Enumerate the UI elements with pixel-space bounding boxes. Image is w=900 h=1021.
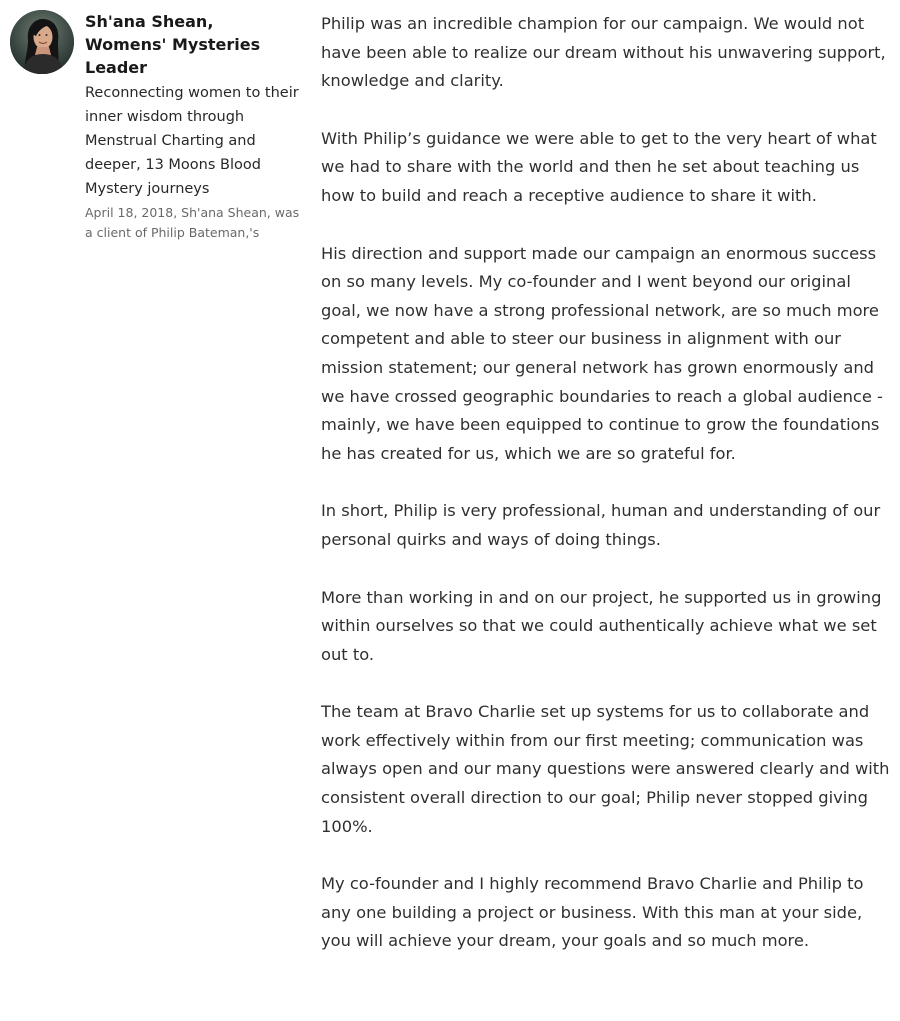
recommendation-paragraph: With Philip’s guidance we were able to get to the very heart of what we had to share with the world and then he set about teaching us how to build and reach a receptive audience to share it with. xyxy=(321,128,877,205)
recommender-name[interactable]: Sh'ana Shean, Womens' Mysteries Leader xyxy=(85,12,261,77)
recommendation-text xyxy=(321,10,891,956)
avatar[interactable] xyxy=(10,10,74,74)
recommendation-paragraph: In short, Philip is very professional, human and understanding of our personal quirks and ways of doing things. xyxy=(321,501,881,549)
profile-photo-icon xyxy=(10,10,74,74)
recommendation-date-relationship: April 18, 2018, Sh'ana Shean, was a client of Philip Bateman,'s xyxy=(85,205,300,240)
recommender-headline: Reconnecting women to their inner wisdom through Menstrual Charting and deeper, 13 Moons Blood Mystery journeys xyxy=(85,85,299,197)
recommendation-paragraph: His direction and support made our campaign an enormous success on so many levels. My co-founder and I went beyond our original goal, we now have a strong professional network, are so much more competent and able to steer our business in alignment with our mission statement; our general network has grown enormously and we have crossed geographic boundaries to reach a global audience - mainly, we have been equipped to continue to grow the foundations he has created for us, which we are so grateful for. xyxy=(321,243,883,463)
recommendation-paragraph: My co-founder and I highly recommend Bravo Charlie and Philip to any one building a project or business. With this man at your side, you will achieve your dream, your goals and so much more. xyxy=(321,874,864,951)
recommendation-paragraph: Philip was an incredible champion for our campaign. We would not have been able to realize our dream without his unwavering support, knowledge and clarity. xyxy=(321,14,886,91)
recommendation-paragraph: The team at Bravo Charlie set up systems for us to collaborate and work effectively within from our first meeting; communication was always open and our many questions were answered clearly and with consistent overall direction to our goal; Philip never stopped giving 100%. xyxy=(321,702,890,836)
recommendation-paragraph: More than working in and on our project, he supported us in growing within ourselves so that we could authentically achieve what we set out to. xyxy=(321,587,882,664)
recommender-details xyxy=(85,10,300,243)
